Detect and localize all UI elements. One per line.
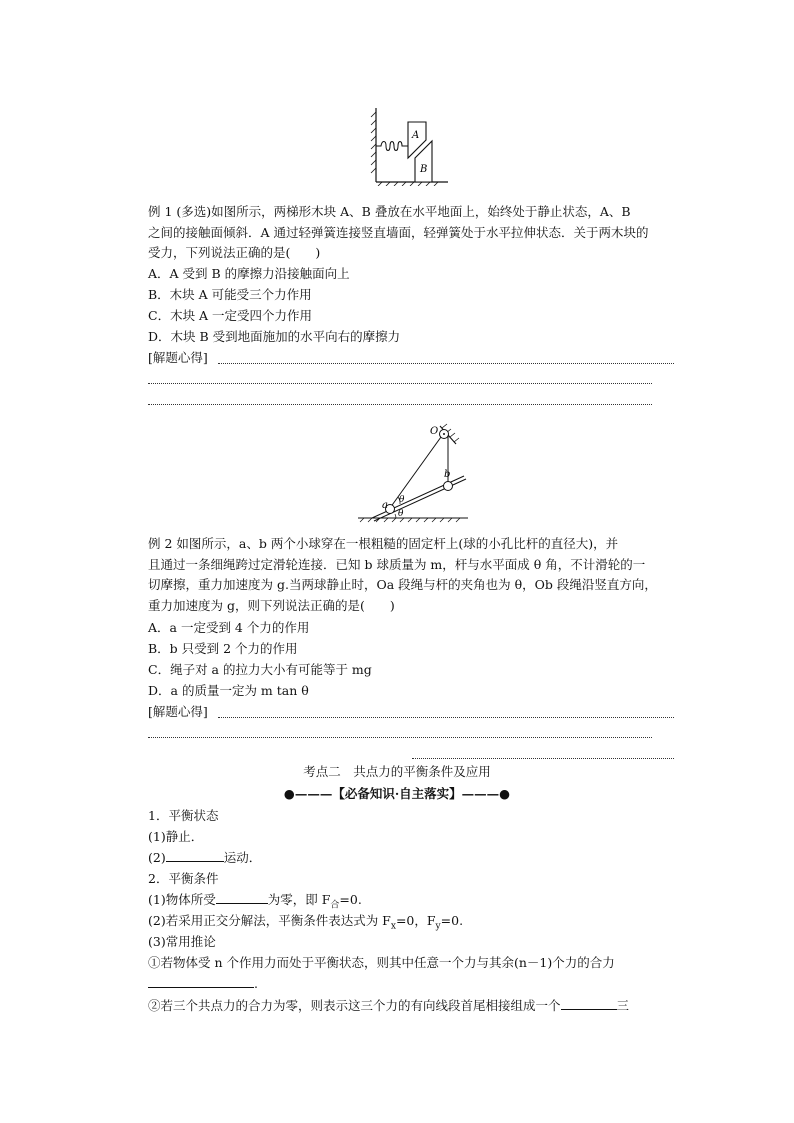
common-corollary-heading: (3)常用推论 — [148, 934, 216, 949]
example-2-notes-label: [解题心得] — [148, 704, 208, 719]
balance-condition-1-prefix: (1)物体所受 — [148, 892, 216, 907]
example-2-line-3: 切摩擦，重力加速度为 g.当两球静止时，Oa 段绳与杆的夹角也为 θ，Ob 段绳沿竖直方向， — [148, 577, 657, 592]
balance-condition-2-end: =0. — [440, 913, 464, 928]
balance-state-2 — [148, 848, 261, 868]
fill-blank — [216, 890, 268, 904]
example-1-option-b: B．木块 A 可能受三个力作用 — [148, 287, 312, 302]
example-2-line-4: 重力加速度为 g，则下列说法正确的是( ) — [148, 597, 395, 613]
subscript-x: x — [390, 921, 396, 932]
label-theta-2: θ — [398, 509, 404, 519]
balance-state-2-suffix: 运动． — [223, 850, 262, 865]
section-title: 考点二 共点力的平衡条件及应用 — [303, 764, 491, 779]
figure-spring-blocks — [368, 106, 452, 186]
corollary-1-line-2 — [148, 974, 258, 994]
example-1-line-2: 之间的接触面倾斜．A 通过轻弹簧连接竖直墙面，轻弹簧处于水平拉伸状态．关于两木块的 — [148, 224, 649, 240]
notes-line — [218, 363, 674, 364]
fill-blank — [561, 996, 617, 1010]
balance-state-2-prefix: (2) — [148, 850, 166, 865]
notes-line — [412, 758, 674, 759]
subscript-y: y — [435, 921, 441, 932]
label-theta-1: θ — [399, 495, 405, 505]
example-1-option-c: C．木块 A 一定受四个力作用 — [148, 308, 313, 323]
corollary-2-suffix: 三 — [616, 998, 630, 1013]
example-1-option-a: A．A 受到 B 的摩擦力沿接触面向上 — [148, 266, 350, 281]
corollary-2 — [148, 996, 629, 1016]
notes-line — [148, 404, 652, 405]
corollary-1-line-1: ①若物体受 n 个作用力而处于平衡状态，则其中任意一个力与其余(n－1)个力的合力 — [148, 955, 615, 970]
example-2-line-2: 且通过一条细绳跨过定滑轮连接．已知 b 球质量为 m，杆与水平面成 θ 角，不计滑轮的一 — [148, 556, 646, 572]
section-banner: ●———【必备知识·自主落实】———● — [283, 786, 511, 801]
example-2-option-d: D．a 的质量一定为 m tan θ — [148, 683, 309, 698]
balance-condition-2-mid: =0，F — [395, 913, 436, 928]
example-1-option-d: D．木块 B 受到地面施加的水平向右的摩擦力 — [148, 329, 401, 344]
corollary-1-end: . — [254, 976, 258, 991]
example-1-line-1: 例 1 (多选)如图所示，两梯形木块 A、B 叠放在水平地面上，始终处于静止状态，A、B — [148, 204, 631, 219]
example-2-option-a: A．a 一定受到 4 个力的作用 — [148, 620, 310, 635]
balance-condition-2-prefix: (2)若采用正交分解法，平衡条件表达式为 F — [148, 913, 391, 928]
balance-condition-1-end: =0. — [339, 892, 362, 907]
example-2-stem — [148, 534, 678, 616]
example-2-option-b: B．b 只受到 2 个力的作用 — [148, 641, 298, 656]
label-b: b — [444, 469, 451, 480]
label-a: a — [382, 500, 388, 511]
heading-balance-condition: 2．平衡条件 — [148, 871, 219, 886]
balance-state-1: (1)静止． — [148, 829, 204, 844]
fill-blank — [166, 848, 224, 862]
label-o: O — [430, 426, 439, 437]
notes-line — [148, 737, 652, 738]
figure-pulley-rod — [352, 420, 472, 524]
example-1-line-3: 受力，下列说法正确的是( ) — [148, 245, 321, 260]
example-2-line-1: 例 2 如图所示，a、b 两个小球穿在一根粗糙的固定杆上(球的小孔比杆的直径大)，并 — [148, 536, 619, 551]
heading-balance-state: 1．平衡状态 — [148, 808, 219, 823]
corollary-2-text: ②若三个共点力的合力为零，则表示这三个力的有向线段首尾相接组成一个 — [148, 998, 561, 1013]
notes-line — [218, 717, 674, 718]
notes-line — [148, 383, 652, 384]
balance-condition-1-text: 为零，即 F — [267, 892, 331, 907]
fill-blank — [148, 974, 254, 988]
example-2-option-c: C．绳子对 a 的拉力大小有可能等于 mg — [148, 662, 372, 677]
example-1-stem — [148, 202, 678, 264]
example-1-notes-label: [解题心得] — [148, 350, 208, 365]
subscript-he: 合 — [330, 900, 340, 911]
label-a: A — [412, 130, 420, 141]
label-b: B — [420, 164, 428, 175]
